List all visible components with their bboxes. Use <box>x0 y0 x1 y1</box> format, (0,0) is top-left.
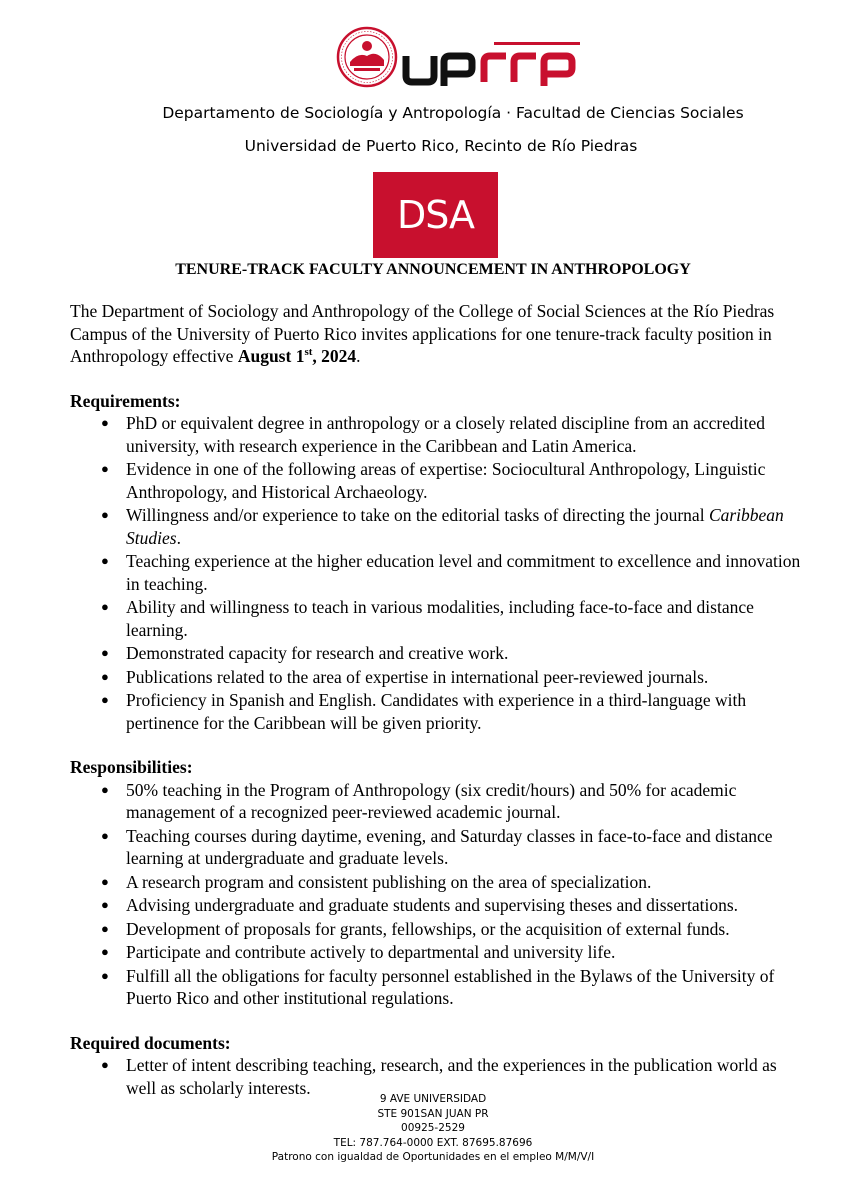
intro-text: The Department of Sociology and Anthropology of the College of Social Sciences at the Río Piedras Campus of the University of Puerto Rico invites applications for one tenure-track faculty position in Anthropology effective <box>70 301 775 366</box>
page-footer <box>0 1092 866 1165</box>
list-item: ● PhD or equivalent degree in anthropology or a closely related discipline from an accredited university, with research experience in the Caribbean and Latin America. <box>101 413 766 456</box>
requirements-heading: Requirements: <box>70 390 181 411</box>
start-date: August 1st, 2024 <box>237 346 357 366</box>
intro-paragraph: The Department of Sociology and Anthropology of the College of Social Sciences at the Río Piedras Campus of the University of Puerto Rico invites applications for one tenure-track faculty position in Anthropology effective August 1st, 2024. <box>70 301 775 366</box>
bullet-icon: ● <box>101 873 109 889</box>
bullet-icon: ● <box>101 944 109 959</box>
equal-opportunity-line: Patrono con igualdad de Oportunidades en el empleo M/M/V/I <box>271 1151 595 1163</box>
list-item: ● Participate and contribute actively to departmental and university life. <box>101 942 616 962</box>
requirements-list <box>70 412 810 734</box>
list-item: ● Development of proposals for grants, fellowships, or the acquisition of external funds. <box>101 918 730 939</box>
list-item: ● Demonstrated capacity for research and creative work. <box>101 643 509 663</box>
bullet-icon: ● <box>101 967 109 983</box>
list-item: ● Letter of intent describing teaching, research, and the experiences in the publication world as well as scholarly interests. <box>101 1055 777 1098</box>
list-item: ● 50% teaching in the Program of Anthropology (six credit/hours) and 50% for academic management of a recognized peer-reviewed academic journal. <box>101 779 737 822</box>
bullet-icon: ● <box>101 599 109 614</box>
list-item: ● Willingness and/or experience to take on the editorial tasks of directing the journal Caribbean Studies. <box>101 505 784 548</box>
bullet-icon: ● <box>101 415 109 430</box>
bullet-icon: ● <box>101 553 109 568</box>
dsa-badge-text: DSA <box>396 193 475 237</box>
list-item: ● Teaching experience at the higher education level and commitment to excellence and innovation in teaching. <box>101 551 801 594</box>
address-line-2: STE 901SAN JUAN PR <box>377 1107 489 1120</box>
announcement-title: TENURE-TRACK FACULTY ANNOUNCEMENT IN ANTHROPOLOGY <box>175 261 691 278</box>
bullet-icon: ● <box>101 1057 109 1072</box>
documents-heading: Required documents: <box>70 1032 231 1053</box>
announcement-body <box>70 300 810 1121</box>
bullet-icon: ● <box>101 668 109 684</box>
address-line-3: 00925-2529 <box>401 1122 465 1134</box>
list-item: ● Fulfill all the obligations for faculty personnel established in the Bylaws of the University of Puerto Rico and other institutional regulations. <box>101 965 775 1008</box>
university-line: Universidad de Puerto Rico, Recinto de Río Piedras <box>244 137 638 155</box>
address-line-1: 9 AVE UNIVERSIDAD <box>379 1093 487 1105</box>
bullet-icon: ● <box>101 920 109 936</box>
bullet-icon: ● <box>101 507 109 522</box>
list-item: ● Advising undergraduate and graduate students and supervising theses and dissertations. <box>101 895 739 915</box>
uprrp-wordmark-icon <box>402 40 582 86</box>
list-item: ● Proficiency in Spanish and English. Candidates with experience in a third-language with pertinence for the Caribbean will be given priority. <box>101 690 747 733</box>
list-item: ● Publications related to the area of expertise in international peer-reviewed journals. <box>101 666 709 687</box>
list-item: ● Ability and willingness to teach in various modalities, including face-to-face and distance learning. <box>101 597 754 640</box>
university-seal-icon <box>336 26 398 88</box>
university-logo <box>336 26 586 90</box>
dsa-badge <box>373 172 498 258</box>
phone-line: TEL: 787.764-0000 EXT. 87695.87696 <box>333 1136 533 1149</box>
bullet-icon: ● <box>101 692 109 707</box>
list-item: ● A research program and consistent publishing on the area of specialization. <box>101 871 652 892</box>
responsibilities-list <box>70 779 810 1010</box>
list-item: ● Teaching courses during daytime, evening, and Saturday classes in face-to-face and distance learning at undergraduate and graduate levels. <box>101 825 773 868</box>
bullet-icon: ● <box>101 827 109 843</box>
responsibilities-heading: Responsibilities: <box>70 757 193 777</box>
department-line: Departamento de Sociología y Antropología · Facultad de Ciencias Sociales <box>162 104 744 122</box>
list-item: ● Evidence in one of the following areas of expertise: Sociocultural Anthropology, Linguistic Anthropology, and Historical Archaeology. <box>101 459 766 502</box>
bullet-icon: ● <box>101 897 109 912</box>
journal-title: Caribbean Studies <box>126 505 784 548</box>
bullet-icon: ● <box>101 645 109 660</box>
bullet-icon: ● <box>101 461 109 476</box>
bullet-icon: ● <box>101 781 109 797</box>
